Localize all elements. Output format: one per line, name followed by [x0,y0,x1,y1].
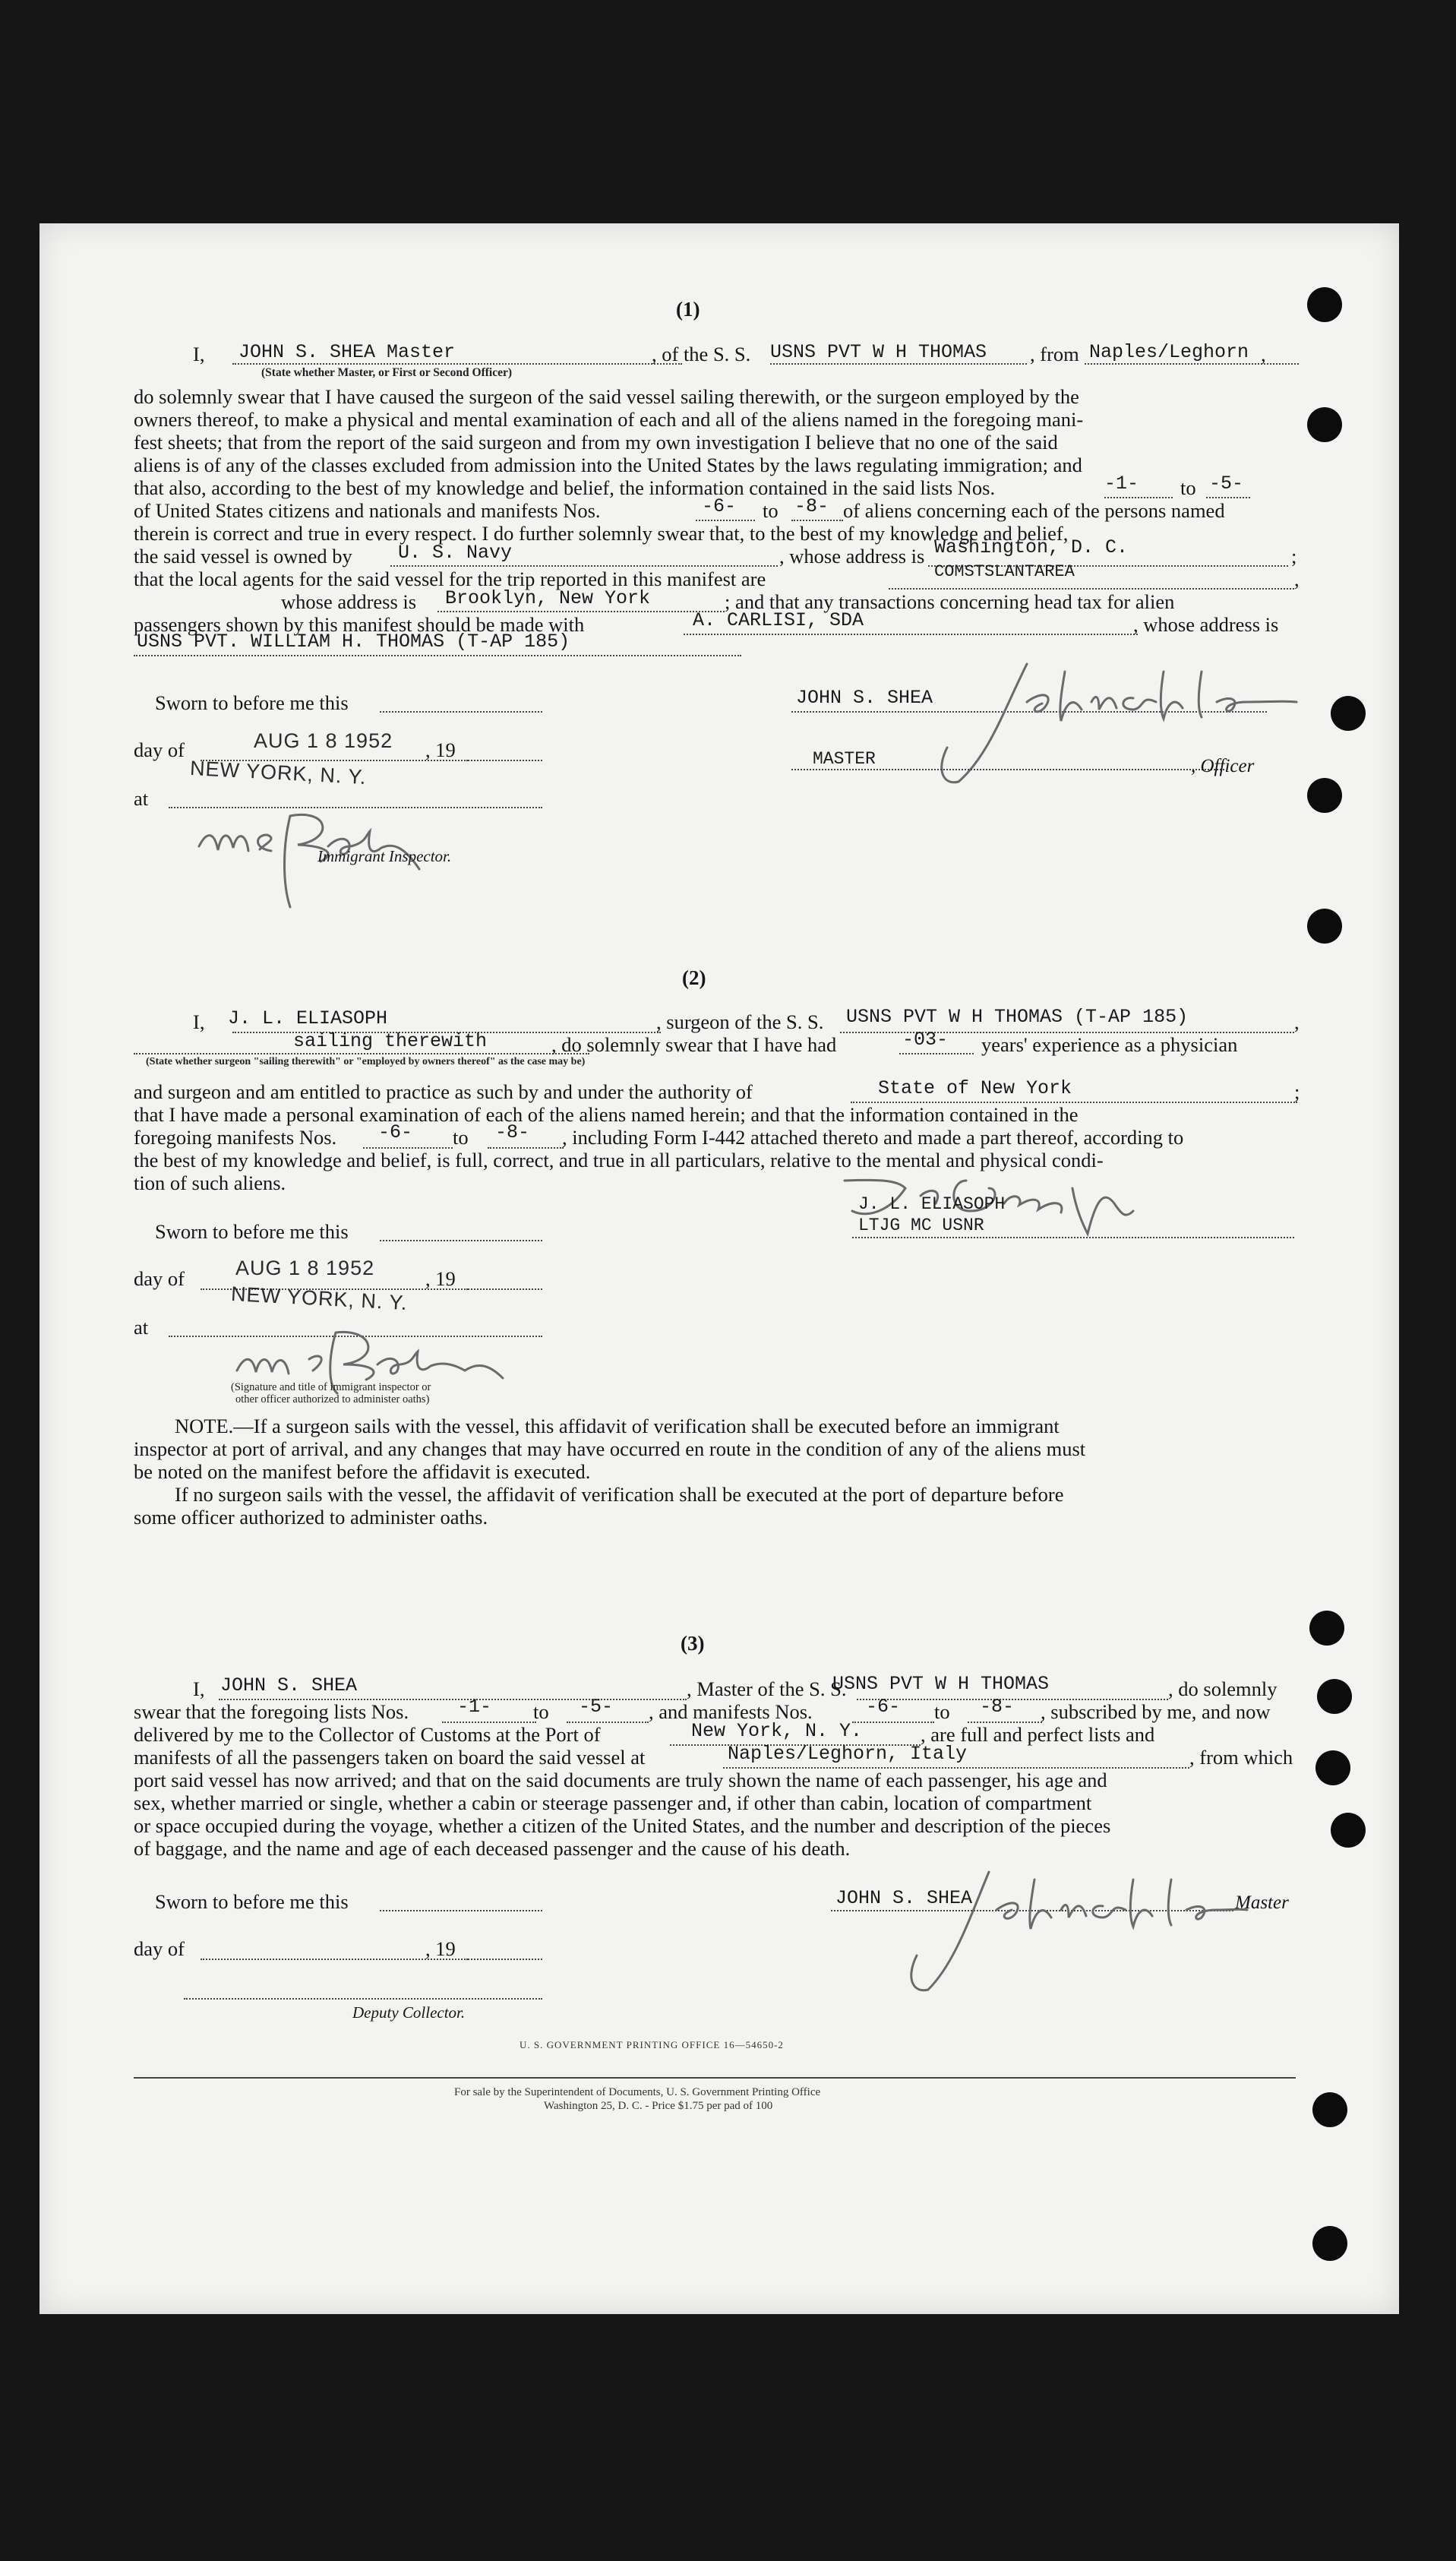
manifest-number-from-3: -6- [866,1696,901,1718]
oath-line: foregoing manifests Nos. [134,1126,337,1149]
to-label: to [934,1700,950,1723]
date-stamp: AUG 1 8 1952 [235,1257,375,1279]
officer-label: , Officer [1191,756,1255,776]
oath-line: , do solemnly swear that I have had [551,1033,837,1056]
oath-line: aliens is of any of the classes excluded from admission into the United States by the laws regulating immigration; and [134,454,1082,476]
oath-line: that also, according to the best of my knowledge and belief, the information contained in the said lists Nos. [134,476,996,499]
punch-hole [1307,407,1342,442]
punch-hole [1307,909,1342,944]
oath-line: swear that the foregoing lists Nos. [134,1700,409,1723]
manifest-number-to-3: -8- [980,1696,1015,1718]
to-label: to [533,1700,549,1723]
oath-line: of United States citizens and nationals and manifests Nos. [134,499,601,522]
comma: , [1261,343,1266,365]
comma: , [1294,568,1300,590]
oath-line: whose address is [281,590,417,613]
signature-note: (Signature and title of immigrant inspector or [231,1381,431,1393]
punch-hole [1312,2226,1347,2261]
oath-i: I, [193,1010,205,1033]
oath-line: , whose address is [779,545,925,568]
vessel-name-field-3: USNS PVT W H THOMAS [832,1673,1050,1695]
master-signer-name: JOHN S. SHEA [796,687,933,709]
list-number-from-3: -1- [457,1696,492,1718]
sailing-therewith-field: sailing therewith [293,1030,488,1052]
oath-line: , Master of the S. S. [687,1677,847,1700]
at-label: at [134,787,149,810]
note-text: be noted on the manifest before the affidavit is executed. [134,1460,591,1483]
to-label: to [1180,476,1196,499]
year-label: , 19 [425,738,456,761]
deputy-collector-label: Deputy Collector. [352,2003,466,2022]
oath-i: I, [193,1677,205,1700]
sale-notice-line: Washington 25, D. C. - Price $1.75 per pad of 100 [544,2100,773,2112]
note-text: some officer authorized to administer oaths. [134,1506,488,1529]
punch-hole [1315,1750,1350,1785]
owner-field: U. S. Navy [398,542,513,564]
oath-line: port said vessel has now arrived; and that on the said documents are truly shown the name of each passenger, his age and [134,1769,1107,1791]
section-2-number: (2) [682,966,706,989]
oath-line: of aliens concerning each of the persons named [843,499,1225,522]
to-label: to [763,499,779,522]
authority-field: State of New York [878,1077,1072,1099]
arrival-port-field: New York, N. Y. [691,1720,863,1742]
note-text: —If a surgeon sails with the vessel, this affidavit of verification shall be executed before an immigrant [233,1415,1060,1437]
oath-line: that the local agents for the said vessel for the trip reported in this manifest are [134,568,766,590]
surgeon-manifest-to: -8- [495,1121,530,1143]
oath-line: the said vessel is owned by [134,545,352,568]
oath-line: manifests of all the passengers taken on board the said vessel at [134,1746,646,1769]
oath-line: of baggage, and the name and age of each deceased passenger and the cause of his death. [134,1837,851,1860]
from-label: , from [1030,343,1079,365]
list-number-from: -1- [1104,473,1139,495]
oath-line: , are full and perfect lists and [921,1723,1155,1746]
oath-line: and surgeon and am entitled to practice as such by and under the authority of [134,1080,753,1103]
punch-hole [1331,696,1366,731]
oath-line: , including Form I-442 attached thereto and made a part thereof, according to [562,1126,1184,1149]
surgeon-signer-name: J. L. ELIASOPH [858,1194,1006,1214]
punch-hole [1307,778,1342,813]
oath-line: ; and that any transactions concerning head tax for alien [725,590,1175,613]
sworn-label: Sworn to before me this [155,1890,349,1913]
oath-line: sex, whether married or single, whether a cabin or steerage passenger and, if other than cabin, location of compartment [134,1791,1092,1814]
oath-line: , from which [1189,1746,1293,1769]
day-of-label: day of [134,1937,185,1960]
semicolon: ; [1291,545,1297,568]
oath-line: that I have made a personal examination of each of the aliens named herein; and that the information contained in the [134,1103,1079,1126]
oath-line: the best of my knowledge and belief, is full, correct, and true in all particulars, relative to the mental and physical condi- [134,1149,1104,1171]
oath-line: years' experience as a physician [981,1033,1238,1056]
punch-hole [1307,287,1342,322]
head-tax-agent-field: A. CARLISI, SDA [693,609,864,631]
master-name-field: JOHN S. SHEA Master [238,341,456,363]
note-text: inspector at port of arrival, and any changes that may have occurred en route in the condition of any of the aliens must [134,1437,1086,1460]
place-stamp: NEW YORK, N. Y. [189,756,368,789]
section-3-number: (3) [681,1632,705,1655]
oath-line: , do solemnly [1168,1677,1278,1700]
surgeon-of-label: , surgeon of the S. S. [656,1010,824,1033]
section-1-number: (1) [676,298,700,321]
note-label: NOTE. [175,1415,234,1437]
surgeon-signer-rank: LTJG MC USNR [858,1216,984,1235]
oath-line: therein is correct and true in every respect. I do further solemnly swear that, to the best of my knowledge and belief, [134,522,1069,545]
master-signer-name-3: JOHN S. SHEA [835,1887,973,1909]
semicolon: ; [1294,1080,1300,1103]
signature-note: other officer authorized to administer oaths) [235,1393,430,1405]
years-experience-field: -03- [902,1029,949,1051]
punch-hole [1317,1679,1352,1714]
year-label: , 19 [425,1267,456,1290]
sworn-label: Sworn to before me this [155,1220,349,1243]
sale-notice-line: For sale by the Superintendent of Documents, U. S. Government Printing Office [454,2086,821,2098]
oath-i: I, [193,343,205,365]
oath-line: fest sheets; that from the report of the said surgeon and from my own investigation I believe that no one of the said [134,431,1058,454]
punch-hole [1331,1813,1366,1848]
oath-line: tion of such aliens. [134,1171,286,1194]
master-signature-3 [875,1849,1270,2001]
note-text: If no surgeon sails with the vessel, the affidavit of verification shall be executed at the port of departure before [175,1483,1064,1506]
gpo-imprint: U. S. GOVERNMENT PRINTING OFFICE 16—54650-2 [520,2039,784,2050]
local-agents-field: COMSTSLANTAREA [934,562,1075,581]
to-label: to [453,1126,469,1149]
day-of-label: day of [134,1267,185,1290]
of-ss-label: , of the S. S. [652,343,751,365]
oath-line: passengers shown by this manifest should be made with [134,613,585,636]
oath-line: , and manifests Nos. [649,1700,813,1723]
manifest-number-to: -8- [794,495,829,517]
oath-line: delivered by me to the Collector of Customs at the Port of [134,1723,601,1746]
oath-line: , whose address is [1133,613,1279,636]
at-label: at [134,1316,149,1339]
master-name-field-3: JOHN S. SHEA [220,1674,358,1696]
punch-hole [1309,1611,1344,1646]
oath-line: owners thereof, to make a physical and mental examination of each and all of the aliens named in the foregoing mani- [134,408,1084,431]
master-signer-title: MASTER [813,749,876,769]
surgeon-vessel-field: USNS PVT W H THOMAS (T-AP 185) [846,1006,1189,1028]
document-page [39,223,1399,2314]
master-label: Master [1235,1892,1289,1913]
head-tax-address-field: USNS PVT. WILLIAM H. THOMAS (T-AP 185) [137,631,570,653]
manifest-number-from: -6- [702,495,737,517]
place-stamp: NEW YORK, N. Y. [230,1282,409,1315]
surgeon-state-note: (State whether surgeon "sailing therewith" or "employed by owners thereof" as the case may be) [146,1056,586,1067]
vessel-name-field: USNS PVT W H THOMAS [770,341,987,363]
list-number-to-3: -5- [579,1696,614,1718]
oath-line: do solemnly swear that I have caused the surgeon of the said vessel sailing therewith, or the surgeon employed by the [134,385,1079,408]
oath-line: , subscribed by me, and now [1041,1700,1271,1723]
day-of-label: day of [134,738,185,761]
punch-hole [1312,2092,1347,2127]
inspector-label: Immigrant Inspector. [317,847,452,865]
year-label: , 19 [425,1937,456,1960]
owner-address-field: Washington, D. C. [934,536,1129,558]
state-whether-note: (State whether Master, or First or Second Officer) [261,366,513,379]
departure-port-field: Naples/Leghorn [1089,341,1249,363]
departure-port-field-3: Naples/Leghorn, Italy [728,1743,968,1765]
footer-rule [134,2077,1296,2079]
agents-address-field: Brooklyn, New York [445,587,651,609]
list-number-to: -5- [1209,473,1244,495]
surgeon-manifest-from: -6- [378,1121,413,1143]
date-stamp: AUG 1 8 1952 [254,729,393,752]
comma: , [1294,1010,1300,1033]
surgeon-name-field: J. L. ELIASOPH [228,1007,388,1029]
oath-line: or space occupied during the voyage, whether a citizen of the United States, and the number and description of the pieces [134,1814,1111,1837]
sworn-label: Sworn to before me this [155,691,349,714]
